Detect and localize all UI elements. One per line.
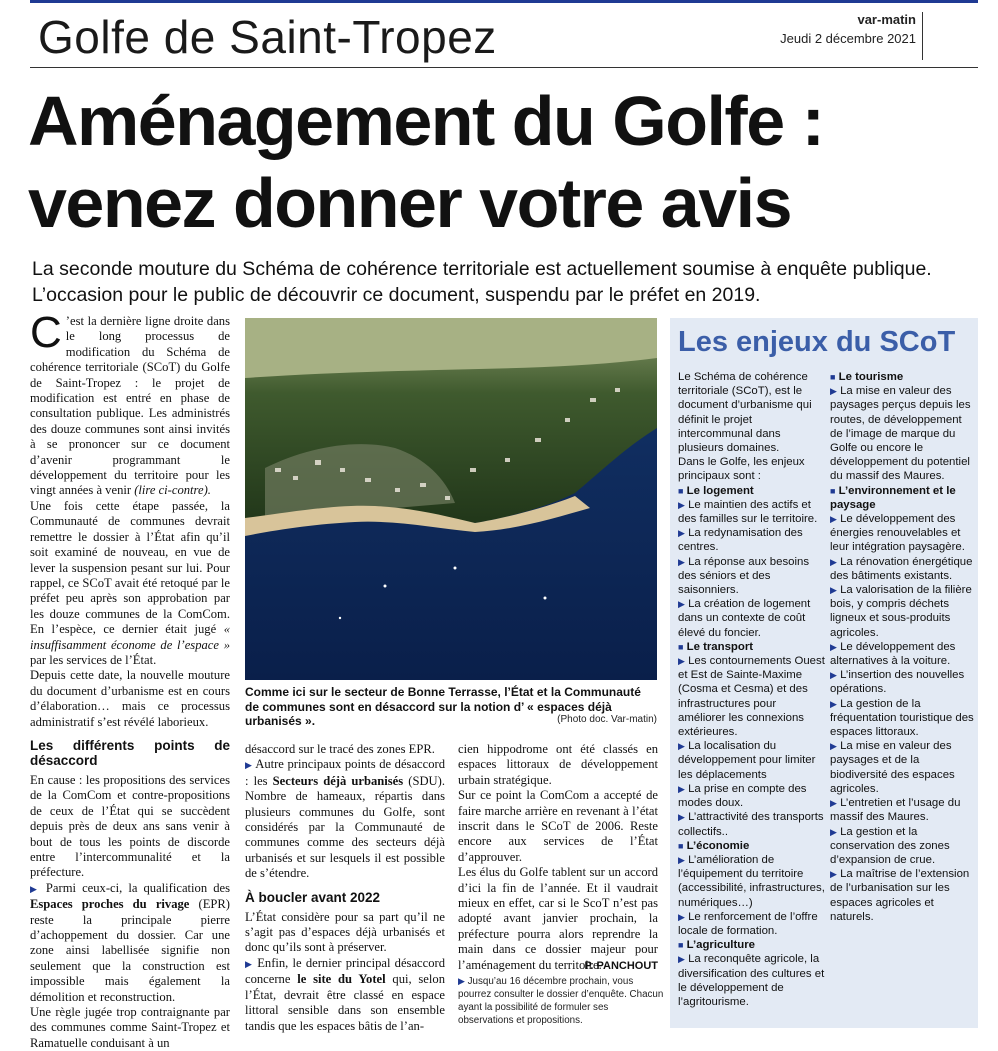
quote: « insuffisamment économe de l’espace » bbox=[30, 622, 230, 652]
arrow-bullet-icon: ▶ bbox=[830, 869, 837, 880]
article-column-1 bbox=[30, 308, 231, 1051]
list-item: ▶ L’attractivité des transports collectifs.. bbox=[678, 811, 824, 838]
list-item: ▶ La gestion de la fréquentation touristique des espaces littoraux. bbox=[830, 697, 974, 739]
article-column-3 bbox=[458, 742, 658, 973]
arrow-bullet-icon: ▶ bbox=[830, 798, 837, 809]
arrow-bullet-icon: ▶ bbox=[678, 656, 685, 667]
article-paragraph: ▶ Parmi ceux-ci, la qualification des Espaces proches du rivage (EPR) reste la principale pierre d’achoppement du dossier. Car une zone ainsi labellisée signifie non seulement que la construction est impossible mais également la démolition et reconstruction. bbox=[30, 880, 231, 1004]
standfirst: La seconde mouture du Schéma de cohérence territoriale est actuellement soumise à enquête publique. L’occasion pour le public de découvrir ce document, suspendu par le préfet en 2019. bbox=[32, 258, 932, 306]
arrow-bullet-icon: ▶ bbox=[678, 954, 685, 965]
list-item: ▶ Le développement des énergies renouvelables et leur intégration paysagère. bbox=[830, 513, 965, 554]
arrow-bullet-icon: ▶ bbox=[678, 812, 685, 823]
arrow-bullet-icon: ▶ bbox=[678, 599, 685, 610]
headline bbox=[28, 80, 978, 244]
aerial-photo bbox=[245, 318, 657, 680]
sidebar-intro: Le Schéma de cohérence territoriale (SCoT), est le document d’urbanisme qui définit le projet intercommunal dans plusieurs domaines. bbox=[678, 371, 812, 455]
article-paragraph: Depuis cette date, la nouvelle mouture du document d’urbanisme est en cours d’élaboration… mais ce processus administratif s’est révélé laborieux. bbox=[30, 668, 230, 729]
arrow-bullet-icon: ▶ bbox=[678, 854, 685, 865]
arrow-bullet-icon: ▶ bbox=[830, 641, 837, 652]
list-item: ▶ La réponse aux besoins des séniors et des saisonniers. bbox=[678, 555, 810, 597]
author-signature: P. PANCHOUT bbox=[584, 960, 658, 972]
cross-reference: (lire ci-contre). bbox=[134, 483, 211, 498]
sidebar-column-2 bbox=[830, 370, 976, 924]
arrow-bullet-icon: ▶ bbox=[830, 826, 837, 837]
sidebar-title: Les enjeux du SCoT bbox=[678, 326, 956, 358]
info-note: ▶ Jusqu’au 16 décembre prochain, vous pourrez consulter le dossier d’enquête. Chacun ayant la possibilité de formuler ses observations et propositions. bbox=[458, 976, 664, 1026]
headline-line-2: venez donner votre avis bbox=[28, 164, 792, 242]
category-transport: ■ Le transport bbox=[678, 640, 754, 653]
subheading-disagreements: Les différents points de désaccord bbox=[30, 737, 230, 768]
list-item: ▶ L’entretien et l’usage du massif des Maures. bbox=[830, 797, 961, 824]
article-paragraph: L’État considère pour sa part qu’il ne s’agit pas d’espaces déjà urbanisés et donc qu’ils sont à préserver. bbox=[245, 909, 445, 955]
header-divider bbox=[922, 12, 923, 60]
list-item: ▶ Le maintien des actifs et des familles sur le territoire. bbox=[678, 498, 818, 526]
category-tourisme: ■ Le tourisme bbox=[830, 371, 904, 383]
arrow-bullet-icon: ▶ bbox=[830, 514, 837, 525]
article-paragraph: C ’est la dernière ligne droite dans le long processus de modification du Schéma de cohérence territoriale (SCoT) du Golfe de Saint-Tropez : le projet de modification est entré en phase de consultation publique. Les administrés des douze communes sont ainsi invités à se prononcer sur ce document d’avenir programmant le développement du territoire pour les vingt années à venir (lire ci-contre). bbox=[30, 308, 230, 498]
category-agriculture: ■ L’agriculture bbox=[678, 939, 755, 952]
aerial-coast-image bbox=[245, 318, 657, 680]
arrow-bullet-icon: ▶ bbox=[830, 670, 837, 681]
square-bullet-icon: ■ bbox=[678, 641, 684, 652]
square-bullet-icon: ■ bbox=[678, 485, 684, 496]
article-column-2 bbox=[245, 742, 445, 1034]
list-item: ▶ Le renforcement de l’offre locale de formation. bbox=[678, 910, 818, 937]
header-rule bbox=[30, 67, 978, 68]
square-bullet-icon: ■ bbox=[678, 940, 684, 951]
photo-caption: Comme ici sur le secteur de Bonne Terrasse, l’État et la Communauté de communes sont en désaccord sur la notion d’ « espaces déjà urbanisés ». bbox=[245, 685, 641, 728]
drop-cap: C bbox=[30, 308, 62, 357]
category-economie: ■ L’économie bbox=[678, 839, 750, 852]
square-bullet-icon: ■ bbox=[830, 485, 836, 496]
arrow-bullet-icon: ▶ bbox=[830, 386, 837, 397]
section-title: Golfe de Saint-Tropez bbox=[38, 11, 497, 63]
arrow-bullet-icon: ▶ bbox=[830, 585, 837, 596]
arrow-bullet-icon: ▶ bbox=[678, 528, 685, 539]
square-bullet-icon: ■ bbox=[830, 372, 836, 382]
list-item: ▶ La redynamisation des centres. bbox=[678, 527, 803, 554]
article-paragraph: Une fois cette étape passée, la Communauté de communes devrait remettre le dossier à l’État afin qu’il soit examiné de nouveau, en vue de lever la suspension pesant sur lui. Pour rappel, ce SCoT avait été retoqué par le préfet peu après son approbation par les douze communes de la ComCom. En l’espèce, ce dernier était jugé « insuffisamment économe de l’espace » par les services de l’État. bbox=[30, 498, 230, 667]
list-item: ▶ L’insertion des nouvelles opérations. bbox=[830, 669, 965, 696]
article-paragraph: ▶ Autre principaux points de désaccord : les Secteurs déjà urbanisés (SDU). Nombre de hameaux, répartis dans plusieurs communes du Golfe, sont considérés par la Communauté de communes comme des secteurs déjà urbanisés et sur lesquels il est possible de s’étendre. bbox=[245, 757, 445, 881]
article-paragraph: cien hippodrome ont été classés en espaces littoraux de développement urbain stratégique. bbox=[458, 742, 658, 787]
list-item: ▶ La maîtrise de l’extension de l’urbanisation sur les espaces agricoles et naturels. bbox=[830, 868, 970, 923]
sidebar-box bbox=[670, 318, 978, 1028]
bullet-arrow-icon: ▶ bbox=[458, 976, 465, 986]
list-item: ▶ La mise en valeur des paysages perçus depuis les routes, de développement de l’image de marque du Golfe ou encore le développement du potentiel du massif des Maures. bbox=[830, 385, 971, 483]
subheading-deadline: À boucler avant 2022 bbox=[245, 889, 381, 905]
list-item: ▶ Les contournements Ouest et Est de Sainte-Maxime (Cosma et Cesma) et des infrastructures pour améliorer les connexions extérieures. bbox=[678, 655, 825, 739]
publication-date: Jeudi 2 décembre 2021 bbox=[780, 31, 916, 46]
square-bullet-icon: ■ bbox=[678, 840, 684, 851]
arrow-bullet-icon: ▶ bbox=[830, 556, 837, 567]
list-item: ▶ La gestion et la conservation des zones d’expansion de crue. bbox=[830, 825, 950, 866]
arrow-bullet-icon: ▶ bbox=[678, 499, 685, 510]
article-paragraph: Une règle jugée trop contraignante par des communes comme Saint-Tropez et Ramatuelle conduisant à un bbox=[30, 1005, 230, 1050]
bullet-arrow-icon: ▶ bbox=[30, 883, 40, 894]
sidebar-column-1 bbox=[678, 370, 826, 1009]
article-paragraph: Sur ce point la ComCom a accepté de faire marche arrière en revenant à l’état inscrit dans le SCoT de 2006. Reste encore aux services de l’État d’approuver. bbox=[458, 788, 658, 864]
article-paragraph: désaccord sur le tracé des zones EPR. bbox=[245, 742, 435, 756]
list-item: ▶ La création de logement dans un contexte de coût élevé du foncier. bbox=[678, 598, 811, 639]
category-logement: ■ Le logement bbox=[678, 484, 754, 497]
arrow-bullet-icon: ▶ bbox=[678, 783, 685, 794]
newspaper-brand: var-matin bbox=[857, 12, 916, 27]
article-paragraph: Les élus du Golfe tablent sur un accord d’ici la fin de l’année. Et il vaudrait mieux en effet, car si le ScoT n’est pas adopté avant janvier prochain, la préfecture pourra alors reprendre la main dans ce dossier majeur pour l’aménagement du territoire. bbox=[458, 865, 658, 972]
list-item: ▶ L’amélioration de l’équipement du territoire (accessibilité, infrastructures, numériques…) bbox=[678, 853, 825, 909]
bullet-arrow-icon: ▶ bbox=[245, 760, 253, 771]
headline-line-1: Aménagement du Golfe : bbox=[28, 82, 824, 160]
list-item: ▶ La mise en valeur des paysages et de la biodiversité des espaces agricoles. bbox=[830, 740, 955, 795]
bullet-arrow-icon: ▶ bbox=[245, 958, 253, 969]
list-item: ▶ La valorisation de la filière bois, y compris déchets ligneux et sous-produits agricoles. bbox=[830, 584, 972, 639]
arrow-bullet-icon: ▶ bbox=[678, 911, 685, 922]
photo-credit: (Photo doc. Var-matin) bbox=[557, 714, 657, 725]
top-accent-bar bbox=[30, 0, 978, 3]
list-item: ▶ La localisation du développement pour limiter les déplacements bbox=[678, 740, 816, 781]
list-item: ▶ La prise en compte des modes doux. bbox=[678, 782, 807, 810]
arrow-bullet-icon: ▶ bbox=[830, 741, 837, 752]
article-paragraph: En cause : les propositions des services de la ComCom et contre-propositions de ceux de l’État qui se succèdent depuis près de deux ans sans venir à bout de tous les points de discorde entre l’intercommunalité et la préfecture. bbox=[30, 772, 230, 880]
arrow-bullet-icon: ▶ bbox=[678, 741, 685, 752]
article-paragraph: ▶ Enfin, le dernier principal désaccord concerne le site du Yotel qui, selon l’État, devrait être classé en espace littoral sensible dans son ensemble tandis que les espaces bâtis de l’an- bbox=[245, 955, 446, 1033]
arrow-bullet-icon: ▶ bbox=[678, 556, 685, 567]
sidebar-intro-2: Dans le Golfe, les enjeux principaux sont : bbox=[678, 456, 805, 483]
arrow-bullet-icon: ▶ bbox=[830, 698, 837, 709]
list-item: ▶ La rénovation énergétique des bâtiments existants. bbox=[830, 555, 973, 582]
list-item: ▶ La reconquête agricole, la diversification des cultures et le développement de l’agritourisme. bbox=[678, 953, 825, 1008]
list-item: ▶ Le développement des alternatives à la voiture. bbox=[830, 640, 956, 668]
category-environnement: ■ L’environnement et le paysage bbox=[830, 484, 956, 511]
